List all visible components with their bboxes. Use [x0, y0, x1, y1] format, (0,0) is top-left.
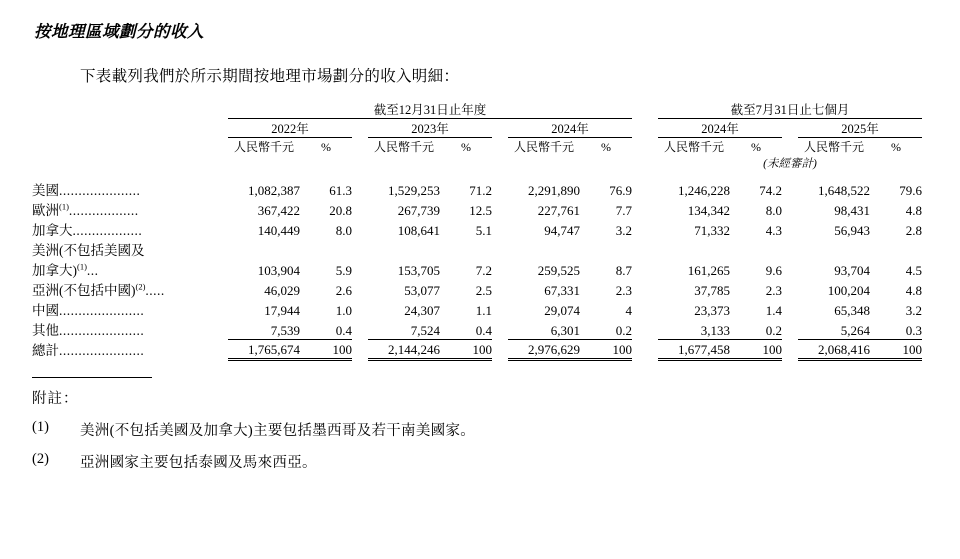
table-total-row: [32, 339, 922, 359]
cell-canada-2024-pct: 3.2: [615, 223, 632, 238]
intro-paragraph: 下表載列我們於所示期間按地理市場劃分的收入明細：: [80, 68, 460, 85]
spacer-cell: [580, 155, 632, 171]
cell-total-2023-pct: 100: [440, 339, 492, 359]
table-row: [32, 299, 922, 319]
cell-other-2022-pct: 0.4: [335, 322, 352, 338]
cell-china-2023-pct: 1.1: [475, 303, 492, 318]
spacer-cell: [32, 119, 228, 138]
unit-header-rmb-2024-interim: 人民幣千元: [663, 140, 724, 154]
unaudited-note: (未經審計): [763, 158, 817, 170]
cell-europe-2024i-pct: 8.0: [765, 203, 782, 218]
cell-total-2022-pct: 100: [300, 339, 352, 359]
cell-other-2024i-pct: 0.2: [765, 322, 782, 338]
unit-header-pct-2025-interim: %: [891, 140, 901, 154]
year-header-2022: 2022年: [271, 122, 309, 136]
footnote-1-number: (1): [32, 418, 49, 435]
cell-canada-2023-rmb: 108,641: [397, 223, 440, 238]
page-title: 按地理區域劃分的收入: [34, 22, 204, 41]
table-row: [32, 199, 922, 219]
cell-europe-2024i-rmb: 134,342: [687, 203, 730, 218]
table-row: [32, 319, 922, 339]
cell-americas-2024-pct: 8.7: [615, 263, 632, 278]
cell-total-2023-rmb: 2,144,246: [368, 339, 440, 359]
row-label-canada: 加拿大..................: [32, 223, 143, 238]
cell-china-2024i-pct: 1.4: [765, 303, 782, 318]
spacer-cell: [632, 119, 658, 138]
unit-header-rmb-2022: 人民幣千元: [233, 140, 294, 154]
cell-china-2025i-pct: 3.2: [905, 303, 922, 318]
spacer-cell: [782, 138, 798, 156]
footnote-2-number: (2): [32, 450, 49, 467]
cell-americas-2025i-rmb: 93,704: [834, 263, 870, 278]
table-unaudited-row: [32, 155, 922, 171]
cell-us-2023-rmb: 1,529,253: [388, 183, 440, 198]
cell-total-2024i-pct: 100: [730, 339, 782, 359]
cell-asia-2024-rmb: 67,331: [544, 283, 580, 298]
cell-china-2025i-rmb: 65,348: [834, 303, 870, 318]
cell-other-2025i-rmb: 5,264: [840, 322, 870, 338]
table-year-header-row: [32, 119, 922, 138]
footnote-2-text: 亞洲國家主要包括泰國及馬來西亞。: [80, 454, 317, 471]
footnote-1: [32, 419, 960, 440]
spacer-cell: [32, 100, 228, 118]
cell-china-2022-pct: 1.0: [335, 303, 352, 318]
spacer-cell: [352, 138, 368, 156]
cell-other-2024-pct: 0.2: [615, 322, 632, 338]
cell-americas-2023-pct: 7.2: [475, 263, 492, 278]
spacer-cell: [492, 155, 508, 171]
cell-us-2024i-rmb: 1,246,228: [678, 183, 730, 198]
cell-asia-2024i-pct: 2.3: [765, 283, 782, 298]
cell-total-2024i-rmb: 1,677,458: [658, 339, 730, 359]
footnote-2: [32, 451, 960, 472]
spacer-cell: [632, 100, 658, 118]
cell-americas-2024i-rmb: 161,265: [687, 263, 730, 278]
footnote-1-text: 美洲(不包括美國及加拿大)主要包括墨西哥及若干南美國家。: [80, 422, 476, 439]
year-header-2025-interim: 2025年: [841, 122, 879, 136]
year-header-2023: 2023年: [411, 122, 449, 136]
cell-asia-2022-rmb: 46,029: [264, 283, 300, 298]
unit-header-rmb-2025-interim: 人民幣千元: [803, 140, 864, 154]
cell-europe-2022-pct: 20.8: [329, 203, 352, 218]
cell-americas-2024-rmb: 259,525: [537, 263, 580, 278]
cell-other-2023-pct: 0.4: [475, 322, 492, 338]
notes-divider: [32, 377, 152, 378]
cell-europe-2023-rmb: 267,739: [397, 203, 440, 218]
document-page: [0, 18, 960, 559]
table-row: [32, 179, 922, 199]
spacer-cell: [492, 119, 508, 138]
table-group-header-row: [32, 100, 922, 118]
cell-us-2022-rmb: 1,082,387: [248, 183, 300, 198]
cell-china-2024i-rmb: 23,373: [694, 303, 730, 318]
cell-us-2025i-rmb: 1,648,522: [818, 183, 870, 198]
cell-europe-2024-pct: 7.7: [615, 203, 632, 218]
cell-us-2023-pct: 71.2: [469, 183, 492, 198]
group-header-interim: 截至7月31日止七個月: [730, 103, 850, 117]
cell-china-2024-pct: 4: [625, 303, 632, 318]
cell-other-2024i-rmb: 3,133: [700, 322, 730, 338]
table-row: [32, 279, 922, 299]
table-row: [32, 219, 922, 239]
table-row: [32, 259, 922, 279]
cell-canada-2025i-pct: 2.8: [905, 223, 922, 238]
row-label-asia: 亞洲(不包括中國)$^{(2)}$.....: [32, 281, 165, 298]
cell-asia-2025i-rmb: 100,204: [827, 283, 870, 298]
row-label-total: 總計......................: [32, 343, 145, 358]
cell-asia-2025i-pct: 4.8: [905, 283, 922, 298]
spacer-cell: [782, 119, 798, 138]
cell-canada-2024i-rmb: 71,332: [694, 223, 730, 238]
spacer-row: [32, 171, 922, 179]
spacer-cell: [632, 138, 658, 156]
cell-canada-2023-pct: 5.1: [475, 223, 492, 238]
notes-title: 附註：: [32, 390, 79, 407]
spacer-cell: [368, 155, 440, 171]
cell-americas-2024i-pct: 9.6: [765, 263, 782, 278]
cell-china-2023-rmb: 24,307: [404, 303, 440, 318]
cell-total-2025i-rmb: 2,068,416: [798, 339, 870, 359]
cell-asia-2022-pct: 2.6: [335, 283, 352, 298]
unit-header-rmb-2023: 人民幣千元: [373, 140, 434, 154]
cell-canada-2024i-pct: 4.3: [765, 223, 782, 238]
cell-other-2024-rmb: 6,301: [550, 322, 580, 338]
cell-us-2024i-pct: 74.2: [759, 183, 782, 198]
cell-us-2024-rmb: 2,291,890: [528, 183, 580, 198]
table-unit-header-row: [32, 138, 922, 156]
row-label-other: 其他......................: [32, 323, 145, 338]
cell-europe-2025i-pct: 4.8: [905, 203, 922, 218]
cell-europe-2022-rmb: 367,422: [257, 203, 300, 218]
unit-header-pct-2024-interim: %: [751, 140, 761, 154]
spacer-cell: [300, 155, 352, 171]
cell-asia-2024i-rmb: 37,785: [694, 283, 730, 298]
cell-asia-2024-pct: 2.3: [615, 283, 632, 298]
cell-asia-2023-pct: 2.5: [475, 283, 492, 298]
cell-canada-2022-pct: 8.0: [335, 223, 352, 238]
cell-europe-2024-rmb: 227,761: [537, 203, 580, 218]
cell-us-2025i-pct: 79.6: [899, 183, 922, 198]
table-row: [32, 239, 922, 259]
spacer-cell: [352, 155, 368, 171]
cell-americas-2022-pct: 5.9: [335, 263, 352, 278]
cell-other-2025i-pct: 0.3: [905, 322, 922, 338]
row-label-americas-line1: 美洲(不包括美國及: [32, 243, 145, 258]
cell-china-2022-rmb: 17,944: [264, 303, 300, 318]
cell-asia-2023-rmb: 53,077: [404, 283, 440, 298]
cell-other-2022-rmb: 7,539: [270, 322, 300, 338]
unit-header-pct-2022: %: [321, 140, 331, 154]
revenue-by-geography-table: [32, 100, 922, 361]
cell-us-2022-pct: 61.3: [329, 183, 352, 198]
cell-us-2024-pct: 76.9: [609, 183, 632, 198]
unit-header-rmb-2024: 人民幣千元: [513, 140, 574, 154]
spacer-cell: [32, 155, 228, 171]
cell-china-2024-rmb: 29,074: [544, 303, 580, 318]
cell-total-2024-rmb: 2,976,629: [508, 339, 580, 359]
row-label-americas-line2: 加拿大)$^{(1)}$...: [32, 261, 99, 278]
spacer-cell: [632, 155, 658, 171]
row-label-europe: 歐洲$^{(1)}$..................: [32, 201, 139, 218]
cell-europe-2023-pct: 12.5: [469, 203, 492, 218]
year-header-2024: 2024年: [551, 122, 589, 136]
cell-americas-2022-rmb: 103,904: [257, 263, 300, 278]
cell-americas-2023-rmb: 153,705: [397, 263, 440, 278]
cell-canada-2025i-rmb: 56,943: [834, 223, 870, 238]
cell-europe-2025i-rmb: 98,431: [834, 203, 870, 218]
year-header-2024-interim: 2024年: [701, 122, 739, 136]
cell-other-2023-rmb: 7,524: [410, 322, 440, 338]
row-label-us: 美國.....................: [32, 183, 141, 198]
spacer-cell: [440, 155, 492, 171]
spacer-cell: [508, 155, 580, 171]
group-header-annual: 截至12月31日止年度: [373, 103, 487, 117]
spacer-cell: [492, 138, 508, 156]
cell-total-2022-rmb: 1,765,674: [228, 339, 300, 359]
cell-canada-2022-rmb: 140,449: [257, 223, 300, 238]
cell-americas-2025i-pct: 4.5: [905, 263, 922, 278]
unit-header-pct-2023: %: [461, 140, 471, 154]
spacer-cell: [228, 155, 300, 171]
spacer-cell: [32, 138, 228, 156]
cell-total-2025i-pct: 100: [870, 339, 922, 359]
row-label-china: 中國......................: [32, 303, 145, 318]
cell-total-2024-pct: 100: [580, 339, 632, 359]
unit-header-pct-2024: %: [601, 140, 611, 154]
spacer-cell: [352, 119, 368, 138]
cell-canada-2024-rmb: 94,747: [544, 223, 580, 238]
